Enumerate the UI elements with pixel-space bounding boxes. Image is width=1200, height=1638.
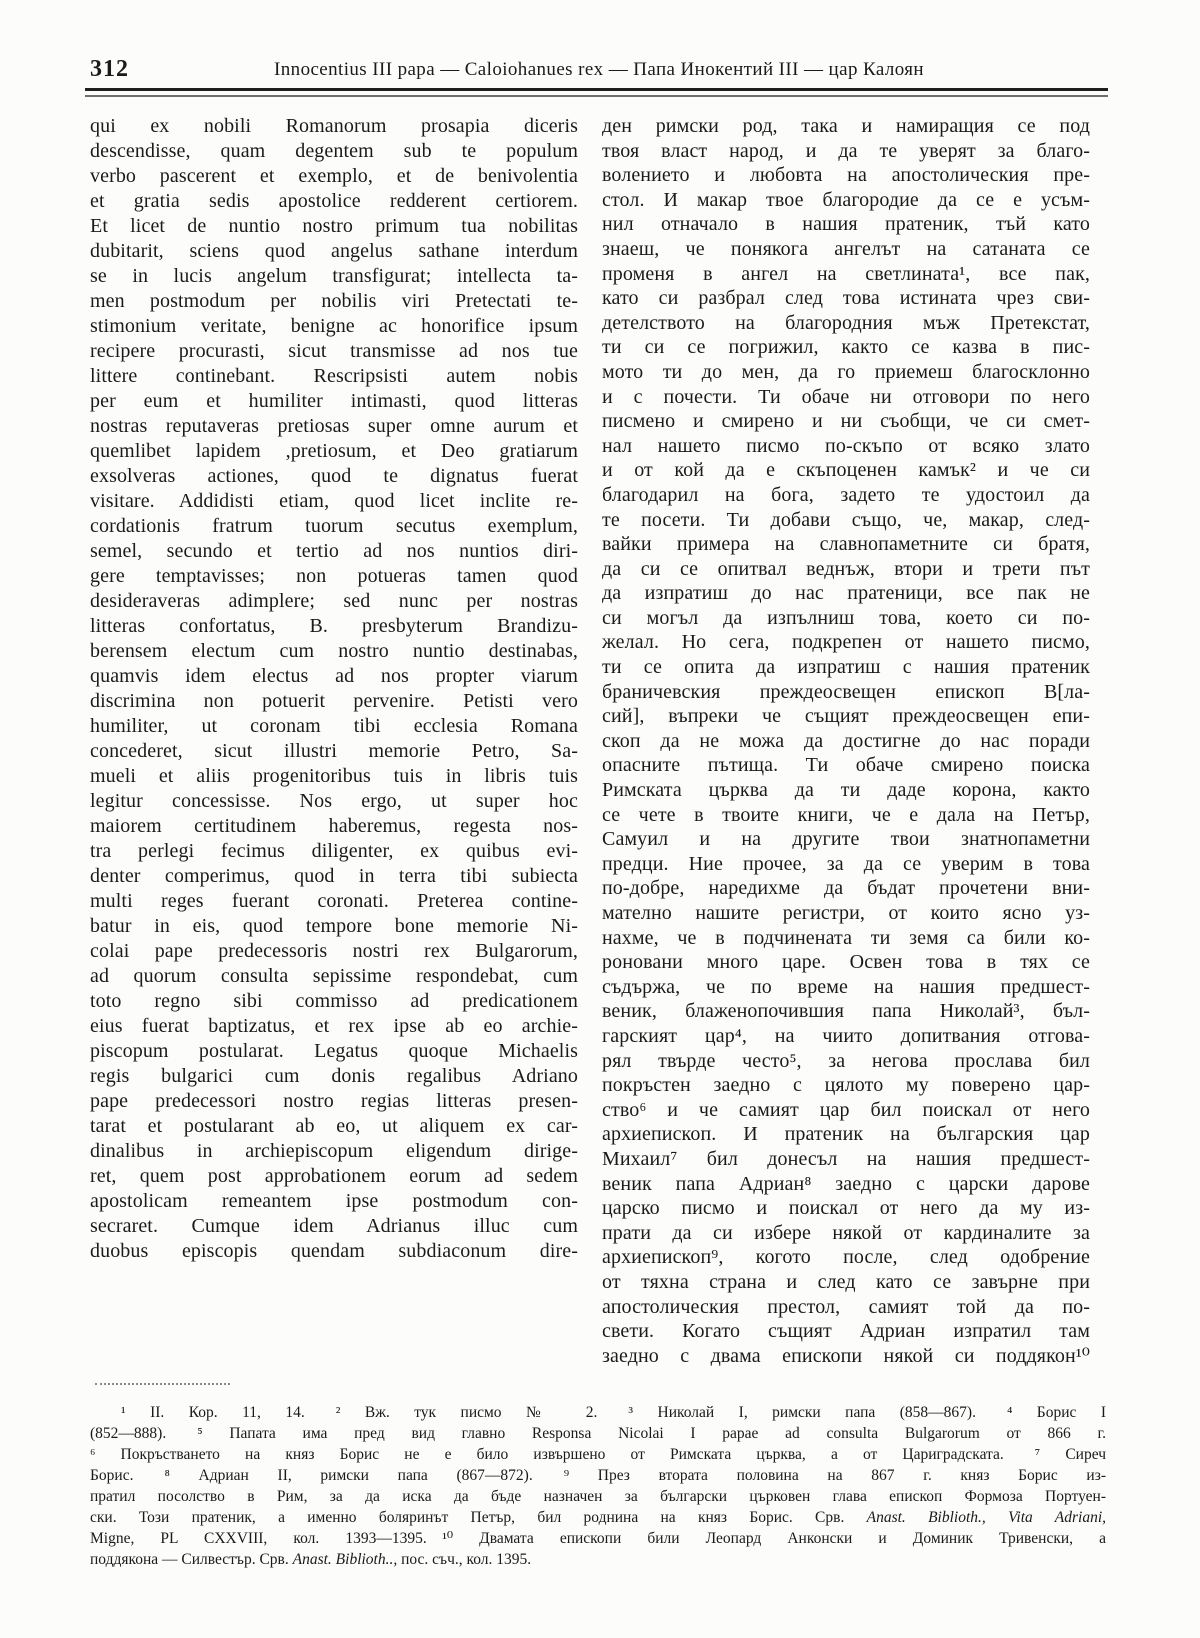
text-line: littere continebant. Rescripsisti autem nobis (90, 365, 578, 387)
text-line: piscopum postularat. Legatus quoque Michaelis (90, 1040, 578, 1062)
text-line: qui ex nobili Romanorum prosapia diceris (90, 115, 578, 137)
text-line: se in lucis angelum transfigurat; intellecta ta- (90, 265, 578, 287)
text-line: desideraveras adimplere; sed nunc per nostras (90, 590, 578, 612)
footnotes (90, 1402, 1106, 1570)
text-line: exsolveras actiones, quod te dignatus fuerat (90, 465, 578, 487)
text-line: humiliter, ut coronam tibi ecclesia Romana (90, 715, 578, 737)
text-line: променя в ангел на светлината¹, все пак, (602, 262, 1090, 285)
footnote-line: Migne, PL CXXVIII, кол. 1393—1395. ¹⁰ Двамата епископи били Леопард Анконски и Доминик Тривенски, а (90, 1530, 1106, 1547)
text-line: гарският цар⁴, на чиито допитвания отгова- (602, 1024, 1090, 1047)
text-line: прати да си избере някой от кардиналите за (602, 1221, 1090, 1244)
text-line: мото ти до мен, да го приемеш благосклонно (602, 360, 1090, 383)
text-line: gere temptavisses; non potueras tamen quod (90, 565, 578, 587)
text-line: secraret. Cumque idem Adrianus illuc cum (90, 1215, 578, 1237)
text-line: verbo pascerent et exemplo, et de benivolentia (90, 165, 578, 187)
footnote-line: поддякона — Силвестър. Срв. Anast. Biblioth.., пос. съч., кол. 1395. (90, 1551, 532, 1568)
header-rule (85, 88, 1108, 97)
text-line: stimonium veritate, benigne ac honorifice ipsum (90, 315, 578, 337)
text-line: нахме, че в подчинената ти земя са били ко- (602, 926, 1090, 949)
text-line: concederet, sicut illustri memorie Petro, Sa- (90, 740, 578, 762)
text-line: nostras reputaveras pretiosas super omne aurum et (90, 415, 578, 437)
text-line: ден римски род, така и намиращия се под (602, 115, 1090, 137)
text-line: браничевския преждеосвещен епископ В[ла- (602, 680, 1090, 703)
text-line: descendisse, quam degentem sub te populum (90, 140, 578, 162)
latin-column (90, 114, 578, 1368)
text-line: semel, secundo et tertio ad nos nuntios diri- (90, 540, 578, 562)
text-line: апостолическия престол, самият той да по- (602, 1295, 1090, 1318)
footnote-separator (95, 1383, 230, 1385)
text-line: детелството на благородния мъж Претекстат, (602, 311, 1090, 334)
text-line: tra perlegi fecimus diligenter, ex quibus evi- (90, 840, 578, 862)
text-line: legitur concessisse. Nos ergo, ut super hoc (90, 790, 578, 812)
text-line: волението и любовта на апостолическия пре- (602, 164, 1090, 187)
text-line: berensem electum cum nostro nuntio destinabas, (90, 640, 578, 662)
text-line: нал нашето писмо по-скъпо от всяко злато (602, 434, 1090, 457)
footnote-line: (852—888). ⁵ Папата има пред вид главно Responsa Nicolai I papae ad consulta Bulgarorum от 866 г. (90, 1425, 1106, 1442)
text-line: ret, quem post approbationem eorum ad sedem (90, 1165, 578, 1187)
text-line: batur in eis, quod tempore bone memorie Ni- (90, 915, 578, 937)
text-line: веник папа Адриан⁸ заедно с царски дарове (602, 1172, 1090, 1195)
text-line: да изпратиш до нас пратеници, все пак не (602, 582, 1090, 605)
text-line: си могъл да изпълниш това, което си по- (602, 606, 1090, 629)
text-line: знаеш, че понякога ангелът на сатаната се (602, 237, 1090, 260)
text-line: dubitarit, sciens quod angelus sathane interdum (90, 240, 578, 262)
text-line: те посети. Ти добави също, че, макар, след- (602, 508, 1090, 531)
text-line: discrimina non potuerit pervenire. Petisti vero (90, 690, 578, 712)
text-line: от тяхна страна и след като се завърне при (602, 1270, 1090, 1293)
text-line: и с почести. Ти обаче ни отговори по него (602, 385, 1090, 408)
page-header (90, 56, 1108, 86)
text-line: ти си се погрижил, както се казва в пис- (602, 336, 1090, 359)
text-line: вайки примера на славнопаметните си братя, (602, 533, 1090, 556)
text-line: maiorem certitudinem haberemus, regesta nos- (90, 815, 578, 837)
footnote-line: Борис. ⁸ Адриан II, римски папа (867—872). ⁹ През втората половина на 867 г. княз Борис из- (90, 1467, 1106, 1484)
text-line: писмено и смирено и ни съобщи, че си смет- (602, 410, 1090, 433)
text-line: Et licet de nuntio nostro primum tua nobilitas (90, 215, 578, 237)
text-line: recipere procurasti, sicut transmisse ad nos tue (90, 340, 578, 362)
text-line: regis bulgarici cum donis regalibus Adriano (90, 1065, 578, 1087)
text-line: Михаил⁷ бил донесъл на нашия предшест- (602, 1147, 1090, 1170)
text-line: стол. И макар твое благородие да се е усъм- (602, 188, 1090, 211)
footnote-line: пратил посолство в Рим, за да иска да бъде назначен за български църковен глава епископ Формоза Портуен- (90, 1488, 1106, 1505)
footnote-line: ¹ II. Кор. 11, 14. ² Вж. тук писмо № 2. ³ Николай I, римски папа (858—867). ⁴ Борис I (90, 1404, 1106, 1421)
text-line: желал. Но сега, подкрепен от нашето писмо, (602, 631, 1090, 654)
text-line: ство⁶ и че самият цар бил поискал от него (602, 1098, 1090, 1121)
text-line: dinalibus in archiepiscopum eligendum dirige- (90, 1140, 578, 1162)
text-line: cordationis fratrum tuorum secutus exemplum, (90, 515, 578, 537)
text-line: colai pape predecessoris nostri rex Bulgarorum, (90, 940, 578, 962)
text-line: царско писмо и поискал от него да му из- (602, 1197, 1090, 1220)
text-line: litteras confortatus, B. presbyterum Brandizu- (90, 615, 578, 637)
text-line: архиепископ⁹, когото после, след одобрение (602, 1246, 1090, 1269)
text-line: denter comperimus, quod in terra tibi subiecta (90, 865, 578, 887)
text-line: visitare. Addidisti etiam, quod licet inclite re- (90, 490, 578, 512)
footnote-line: ски. Този пратеник, а именно боляринът Петър, бил роднина на княз Борис. Срв. Anast. Biblioth., Vita Adriani, (90, 1509, 1106, 1526)
text-line: quemlibet lapidem ,pretiosum, et Deo gratiarum (90, 440, 578, 462)
text-line: веник, блаженопочившия папа Николай³, бъл- (602, 1000, 1090, 1023)
text-line: скоп да не можа да достигне до нас поради (602, 729, 1090, 752)
text-line: Римската църква да ти даде корона, както (602, 779, 1090, 802)
text-columns (90, 114, 1090, 1368)
bulgarian-column (602, 114, 1090, 1368)
text-line: се чете в твоите книги, че е дала на Петър, (602, 803, 1090, 826)
text-line: et gratia sedis apostolice redderent certiorem. (90, 190, 578, 212)
running-title: Innocentius III papa — Caloiohanues rex — Папа Инокентий III — цар Калоян (274, 59, 924, 80)
text-line: покръстен заедно с цялото му поверено цар- (602, 1074, 1090, 1097)
text-line: да си се опитвал веднъж, втори и трети път (602, 557, 1090, 580)
text-line: твоя власт народ, и да те уверят за благо- (602, 139, 1090, 162)
text-line: сий], въпреки че същият преждеосвещен епи- (602, 705, 1090, 728)
text-line: благодарил на бога, задето те удостоил да (602, 483, 1090, 506)
footnote-line: ⁶ Покръстването на княз Борис не е било извършено от Римската църква, а от Цариградската. ⁷ Сиреч (90, 1446, 1106, 1463)
text-line: архиепископ. И пратеник на българския цар (602, 1123, 1090, 1146)
text-line: опасните пътища. Ти обаче смирено поиска (602, 754, 1090, 777)
text-line: заедно с двама епископи някой си поддякон¹⁰ (602, 1344, 1090, 1367)
text-line: ad quorum consulta sepissime respondebat, cum (90, 965, 578, 987)
text-line: като си разбрал след това истината чрез сви- (602, 287, 1090, 310)
text-line: нил отначало в нашия пратеник, тъй като (602, 213, 1090, 236)
text-line: duobus episcopis quendam subdiaconum dire- (90, 1240, 578, 1262)
text-line: men postmodum per nobilis viri Pretectati te- (90, 290, 578, 312)
text-line: quamvis idem electus ad nos propter viarum (90, 665, 578, 687)
text-line: предци. Ние прочее, за да се уверим в това (602, 852, 1090, 875)
text-line: toto regno sibi commisso ad predicationem (90, 990, 578, 1012)
text-line: свети. Когато същият Адриан изпратил там (602, 1320, 1090, 1343)
text-line: tarat et postularant ab eo, ut aliquem ex car- (90, 1115, 578, 1137)
text-line: ти се опита да изпратиш с нашия пратеник (602, 656, 1090, 679)
text-line: pape predecessori nostro regias litteras presen- (90, 1090, 578, 1112)
text-line: рял твърде често⁵, за негова прослава бил (602, 1049, 1090, 1072)
text-line: per eum et humiliter intimasti, quod litteras (90, 390, 578, 412)
text-line: mueli et aliis progenitoribus tuis in libris tuis (90, 765, 578, 787)
text-line: и от кой да е скъпоценен камък² и че си (602, 459, 1090, 482)
text-line: съдържа, че по време на нашия предшест- (602, 975, 1090, 998)
text-line: роновани много царе. Освен това в тях се (602, 951, 1090, 974)
text-line: по-добре, наредихме да бъдат прочетени вни- (602, 877, 1090, 900)
text-line: apostolicam remeantem ipse postmodum con- (90, 1190, 578, 1212)
text-line: Самуил и на другите твои знатнопаметни (602, 828, 1090, 851)
page-number: 312 (90, 56, 129, 82)
text-line: multi reges fuerant coronati. Preterea contine- (90, 890, 578, 912)
text-line: мателно нашите регистри, от които ясно уз- (602, 902, 1090, 924)
text-line: eius fuerat baptizatus, et rex ipse ab eo archie- (90, 1015, 578, 1037)
